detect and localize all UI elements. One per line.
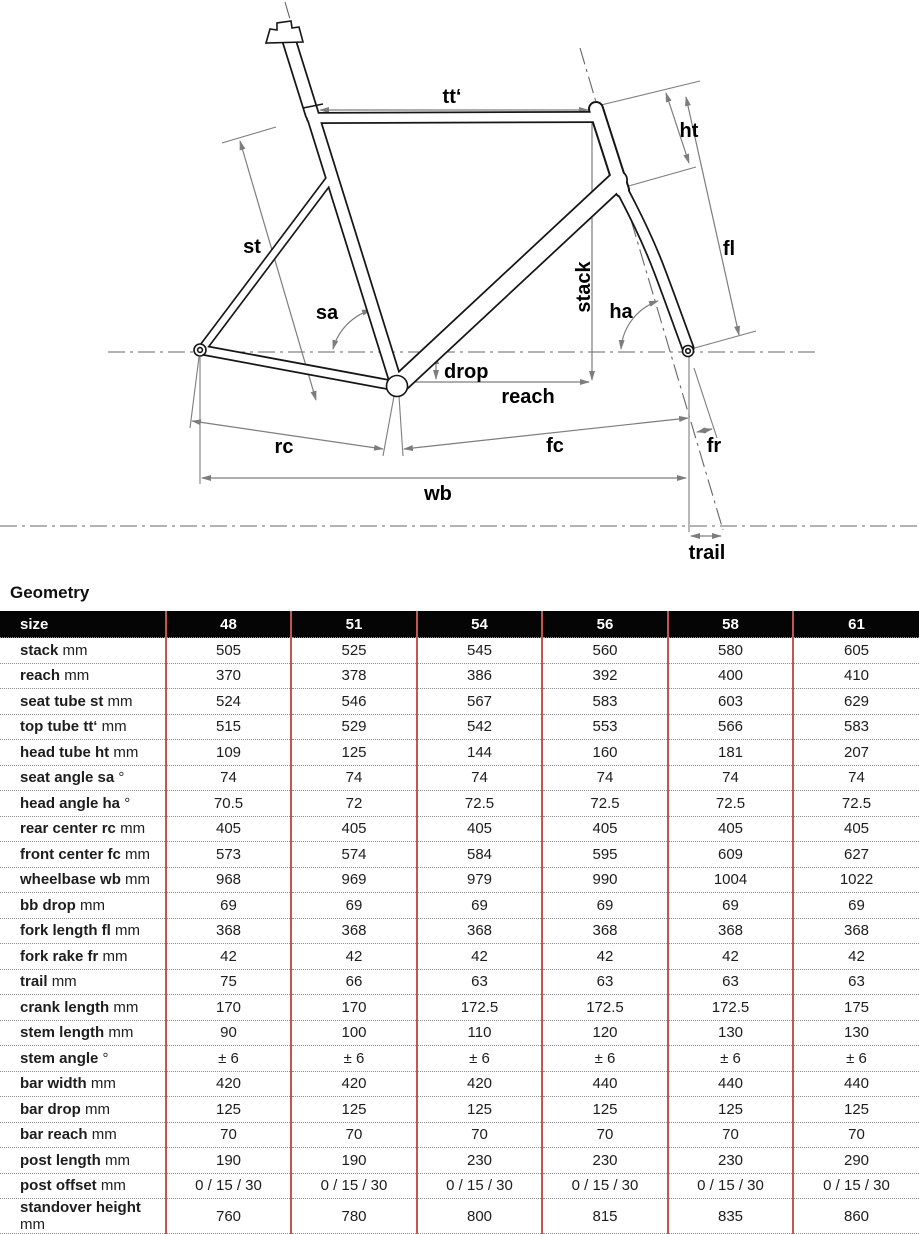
size-column-header: 56 — [542, 611, 668, 638]
value-cell: 1022 — [793, 867, 919, 893]
value-cell: 566 — [668, 714, 793, 740]
table-row — [0, 816, 919, 842]
value-cell: 125 — [668, 1097, 793, 1123]
value-cell: 553 — [542, 714, 668, 740]
value-cell: 230 — [542, 1148, 668, 1174]
table-row — [0, 918, 919, 944]
table-row — [0, 1097, 919, 1123]
row-label-name: bar drop — [20, 1100, 81, 1118]
value-cell: 368 — [417, 918, 542, 944]
value-cell: ± 6 — [417, 1046, 542, 1072]
center-lines — [0, 2, 919, 530]
value-cell: 969 — [291, 867, 417, 893]
row-label-unit: mm — [113, 743, 139, 761]
row-label-unit: mm — [100, 1177, 126, 1195]
value-cell: 815 — [542, 1199, 668, 1234]
value-cell: 42 — [417, 944, 542, 970]
row-label-unit: mm — [113, 998, 139, 1016]
value-cell: 524 — [166, 689, 291, 715]
value-cell: 63 — [668, 969, 793, 995]
table-row — [0, 1199, 919, 1234]
value-cell: 392 — [542, 663, 668, 689]
row-label-name: reach — [20, 667, 61, 685]
row-label — [0, 689, 166, 715]
value-cell: 75 — [166, 969, 291, 995]
row-label-name: fork rake fr — [20, 947, 99, 965]
table-row — [0, 867, 919, 893]
table-row — [0, 791, 919, 817]
row-label-name: post offset — [20, 1177, 97, 1195]
value-cell: 400 — [668, 663, 793, 689]
value-cell: 74 — [668, 765, 793, 791]
value-cell: 603 — [668, 689, 793, 715]
value-cell: 125 — [793, 1097, 919, 1123]
row-label-name: fork length fl — [20, 922, 111, 940]
value-cell: 69 — [542, 893, 668, 919]
value-cell: 573 — [166, 842, 291, 868]
bike-frame-geometry-drawing — [0, 0, 919, 564]
value-cell: 110 — [417, 1020, 542, 1046]
size-column-header: 51 — [291, 611, 417, 638]
label-reach: reach — [501, 386, 555, 408]
table-row — [0, 714, 919, 740]
label-seat-tube: st — [243, 236, 261, 258]
value-cell: 74 — [166, 765, 291, 791]
table-row — [0, 893, 919, 919]
row-label-unit: mm — [125, 845, 151, 863]
value-cell: 368 — [166, 918, 291, 944]
row-label-unit: ° — [118, 769, 125, 787]
value-cell: 595 — [542, 842, 668, 868]
row-label-unit: ° — [102, 1049, 109, 1067]
size-header: size — [0, 611, 166, 638]
value-cell: 72.5 — [668, 791, 793, 817]
value-cell: 190 — [166, 1148, 291, 1174]
row-label-name: stem length — [20, 1024, 105, 1042]
table-row — [0, 740, 919, 766]
value-cell: 0 / 15 / 30 — [417, 1173, 542, 1199]
value-cell: 230 — [668, 1148, 793, 1174]
label-wheelbase: wb — [424, 483, 452, 505]
row-label-name: post length — [20, 1151, 101, 1169]
value-cell: 800 — [417, 1199, 542, 1234]
value-cell: 172.5 — [542, 995, 668, 1021]
size-column-header: 54 — [417, 611, 542, 638]
value-cell: 405 — [166, 816, 291, 842]
row-label — [0, 791, 166, 817]
row-label — [0, 1122, 166, 1148]
value-cell: 109 — [166, 740, 291, 766]
value-cell: 405 — [417, 816, 542, 842]
value-cell: 405 — [291, 816, 417, 842]
table-row — [0, 1122, 919, 1148]
value-cell: 172.5 — [668, 995, 793, 1021]
value-cell: 525 — [291, 638, 417, 664]
row-label-unit: mm — [20, 1216, 45, 1233]
row-label-name: bar width — [20, 1075, 87, 1093]
value-cell: 230 — [417, 1148, 542, 1174]
value-cell: ± 6 — [793, 1046, 919, 1072]
value-cell: 780 — [291, 1199, 417, 1234]
table-row — [0, 1071, 919, 1097]
value-cell: 368 — [542, 918, 668, 944]
value-cell: 125 — [542, 1097, 668, 1123]
geometry-table-header — [0, 611, 919, 638]
label-fork-length: fl — [722, 238, 736, 260]
value-cell: 1004 — [668, 867, 793, 893]
value-cell: 42 — [542, 944, 668, 970]
row-label-unit: mm — [91, 1126, 117, 1144]
row-label-name: head angle ha — [20, 794, 121, 812]
label-trail: trail — [688, 542, 726, 564]
value-cell: 42 — [793, 944, 919, 970]
size-column-header: 61 — [793, 611, 919, 638]
value-cell: 130 — [793, 1020, 919, 1046]
row-label-unit: mm — [107, 692, 133, 710]
value-cell: 125 — [291, 740, 417, 766]
size-column-header: 48 — [166, 611, 291, 638]
table-row — [0, 663, 919, 689]
value-cell: 170 — [166, 995, 291, 1021]
value-cell: 42 — [668, 944, 793, 970]
value-cell: ± 6 — [668, 1046, 793, 1072]
row-label — [0, 1148, 166, 1174]
value-cell: 70 — [417, 1122, 542, 1148]
row-label-unit: mm — [64, 667, 90, 685]
value-cell: 74 — [793, 765, 919, 791]
row-label — [0, 867, 166, 893]
label-stack: stack — [573, 261, 595, 313]
value-cell: 990 — [542, 867, 668, 893]
row-label-name: front center fc — [20, 845, 121, 863]
row-label-unit: mm — [120, 820, 146, 838]
row-label — [0, 1046, 166, 1072]
value-cell: 979 — [417, 867, 542, 893]
table-row — [0, 765, 919, 791]
value-cell: 386 — [417, 663, 542, 689]
dim-seat-angle-arc — [333, 310, 371, 349]
value-cell: 160 — [542, 740, 668, 766]
size-column-header: 58 — [668, 611, 793, 638]
table-row — [0, 995, 919, 1021]
row-label-unit: mm — [115, 922, 140, 940]
value-cell: 410 — [793, 663, 919, 689]
value-cell: 583 — [793, 714, 919, 740]
dimension-labels — [243, 86, 735, 564]
value-cell: 627 — [793, 842, 919, 868]
table-row — [0, 944, 919, 970]
table-row — [0, 842, 919, 868]
value-cell: 70 — [291, 1122, 417, 1148]
row-label-unit: mm — [85, 1100, 111, 1118]
value-cell: 63 — [542, 969, 668, 995]
value-cell: 629 — [793, 689, 919, 715]
label-front-center: fc — [546, 435, 564, 457]
value-cell: 378 — [291, 663, 417, 689]
value-cell: 420 — [166, 1071, 291, 1097]
value-cell: 545 — [417, 638, 542, 664]
value-cell: 968 — [166, 867, 291, 893]
value-cell: 860 — [793, 1199, 919, 1234]
value-cell: 70.5 — [166, 791, 291, 817]
table-row — [0, 1046, 919, 1072]
value-cell: 72.5 — [793, 791, 919, 817]
front-axle-hole — [686, 349, 691, 354]
row-label-name: rear center rc — [20, 820, 116, 838]
value-cell: 580 — [668, 638, 793, 664]
value-cell: 100 — [291, 1020, 417, 1046]
label-rear-center: rc — [274, 436, 294, 458]
row-label — [0, 714, 166, 740]
value-cell: 405 — [542, 816, 668, 842]
value-cell: 175 — [793, 995, 919, 1021]
value-cell: 0 / 15 / 30 — [542, 1173, 668, 1199]
row-label-name: trail — [20, 973, 48, 991]
row-label — [0, 1097, 166, 1123]
row-label-name: stem angle — [20, 1049, 99, 1067]
value-cell: 529 — [291, 714, 417, 740]
row-label-name: stack — [20, 641, 59, 659]
value-cell: 70 — [166, 1122, 291, 1148]
value-cell: 0 / 15 / 30 — [166, 1173, 291, 1199]
row-label — [0, 1071, 166, 1097]
value-cell: 172.5 — [417, 995, 542, 1021]
row-label — [0, 918, 166, 944]
value-cell: 70 — [668, 1122, 793, 1148]
value-cell: 760 — [166, 1199, 291, 1234]
label-bb-drop: drop — [444, 361, 489, 383]
value-cell: 72.5 — [417, 791, 542, 817]
value-cell: 42 — [291, 944, 417, 970]
value-cell: 0 / 15 / 30 — [291, 1173, 417, 1199]
row-label-name: bb drop — [20, 896, 76, 914]
row-label — [0, 969, 166, 995]
value-cell: 542 — [417, 714, 542, 740]
value-cell: 120 — [542, 1020, 668, 1046]
section-title: Geometry — [10, 583, 90, 602]
row-label-name: head tube ht — [20, 743, 110, 761]
value-cell: 74 — [417, 765, 542, 791]
row-label-name: top tube tt‘ — [20, 718, 98, 736]
value-cell: 567 — [417, 689, 542, 715]
row-label-unit: mm — [105, 1151, 130, 1169]
value-cell: 42 — [166, 944, 291, 970]
value-cell: 63 — [417, 969, 542, 995]
value-cell: 405 — [793, 816, 919, 842]
value-cell: 181 — [668, 740, 793, 766]
value-cell: ± 6 — [166, 1046, 291, 1072]
geometry-table — [0, 611, 919, 1234]
row-label — [0, 1020, 166, 1046]
row-label-unit: mm — [108, 1024, 134, 1042]
value-cell: 370 — [166, 663, 291, 689]
value-cell: 72.5 — [542, 791, 668, 817]
value-cell: 69 — [166, 893, 291, 919]
label-head-tube: ht — [679, 120, 699, 142]
table-row — [0, 1020, 919, 1046]
value-cell: 74 — [542, 765, 668, 791]
label-top-tube: tt‘ — [442, 86, 462, 108]
value-cell: 368 — [793, 918, 919, 944]
row-label — [0, 1173, 166, 1199]
row-label — [0, 816, 166, 842]
value-cell: 574 — [291, 842, 417, 868]
value-cell: 605 — [793, 638, 919, 664]
table-row — [0, 1148, 919, 1174]
row-label — [0, 638, 166, 664]
value-cell: 609 — [668, 842, 793, 868]
row-label-unit: mm — [51, 973, 77, 991]
label-seat-angle: sa — [315, 302, 339, 324]
row-label — [0, 995, 166, 1021]
value-cell: 368 — [668, 918, 793, 944]
row-label — [0, 1199, 166, 1234]
dim-fork-rake — [697, 429, 712, 432]
row-label-unit: mm — [80, 896, 105, 914]
value-cell: 560 — [542, 638, 668, 664]
value-cell: 835 — [668, 1199, 793, 1234]
row-label-unit: ° — [124, 794, 131, 812]
value-cell: 440 — [668, 1071, 793, 1097]
row-label-name: seat angle sa — [20, 769, 115, 787]
value-cell: 368 — [291, 918, 417, 944]
value-cell: 405 — [668, 816, 793, 842]
row-label-name: crank length — [20, 998, 110, 1016]
value-cell: 440 — [542, 1071, 668, 1097]
value-cell: ± 6 — [542, 1046, 668, 1072]
value-cell: 515 — [166, 714, 291, 740]
value-cell: 69 — [793, 893, 919, 919]
table-row — [0, 969, 919, 995]
value-cell: 66 — [291, 969, 417, 995]
value-cell: 0 / 15 / 30 — [793, 1173, 919, 1199]
value-cell: 69 — [668, 893, 793, 919]
row-label — [0, 842, 166, 868]
value-cell: 70 — [542, 1122, 668, 1148]
value-cell: 144 — [417, 740, 542, 766]
row-label — [0, 944, 166, 970]
label-head-angle: ha — [609, 301, 633, 323]
row-label-unit: mm — [125, 871, 151, 889]
value-cell: 170 — [291, 995, 417, 1021]
geometry-table-body — [0, 638, 919, 1234]
value-cell: 546 — [291, 689, 417, 715]
value-cell: 72 — [291, 791, 417, 817]
row-label-name: wheelbase wb — [20, 871, 121, 889]
row-label — [0, 893, 166, 919]
value-cell: 584 — [417, 842, 542, 868]
value-cell: 125 — [291, 1097, 417, 1123]
value-cell: 190 — [291, 1148, 417, 1174]
value-cell: 420 — [291, 1071, 417, 1097]
row-label-name: bar reach — [20, 1126, 88, 1144]
value-cell: 69 — [417, 893, 542, 919]
row-label-unit: mm — [102, 947, 128, 965]
value-cell: 125 — [166, 1097, 291, 1123]
rear-axle-hole — [198, 348, 203, 353]
row-label-unit: mm — [101, 718, 127, 736]
value-cell: 63 — [793, 969, 919, 995]
value-cell: 583 — [542, 689, 668, 715]
value-cell: 69 — [291, 893, 417, 919]
value-cell: 505 — [166, 638, 291, 664]
value-cell: 0 / 15 / 30 — [668, 1173, 793, 1199]
value-cell: 440 — [793, 1071, 919, 1097]
value-cell: 74 — [291, 765, 417, 791]
value-cell: 207 — [793, 740, 919, 766]
row-label-name: seat tube st — [20, 692, 104, 710]
label-fork-rake: fr — [706, 435, 722, 457]
value-cell: 420 — [417, 1071, 542, 1097]
row-label — [0, 740, 166, 766]
value-cell: ± 6 — [291, 1046, 417, 1072]
row-label-unit: mm — [90, 1075, 116, 1093]
bottom-bracket — [387, 376, 408, 397]
row-label-name: standover height — [20, 1199, 141, 1216]
row-label-unit: mm — [62, 641, 88, 659]
value-cell: 90 — [166, 1020, 291, 1046]
row-label — [0, 765, 166, 791]
table-row — [0, 638, 919, 664]
value-cell: 290 — [793, 1148, 919, 1174]
seatpost-head — [266, 21, 303, 43]
table-row — [0, 1173, 919, 1199]
value-cell: 125 — [417, 1097, 542, 1123]
value-cell: 130 — [668, 1020, 793, 1046]
row-label — [0, 663, 166, 689]
table-row — [0, 689, 919, 715]
value-cell: 70 — [793, 1122, 919, 1148]
